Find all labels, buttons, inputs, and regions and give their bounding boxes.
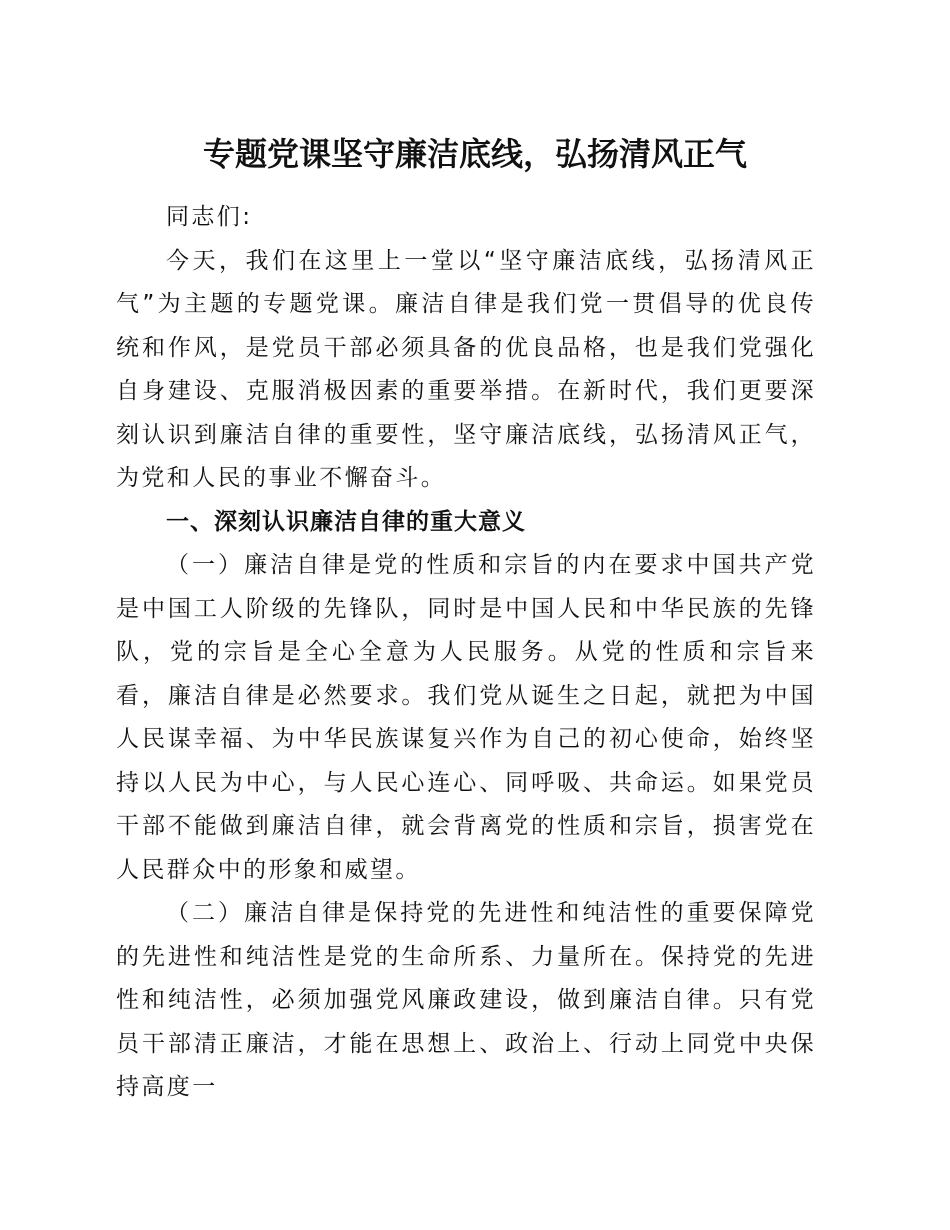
document-title: 专题党课坚守廉洁底线，弘扬清风正气 xyxy=(202,135,747,173)
point-one-paragraph: （一）廉洁自律是党的性质和宗旨的内在要求中国共产党是中国工人阶级的先锋队，同时是中国人民和中华民族的先锋队，党的宗旨是全心全意为人民服务。从党的性质和宗旨来看，廉洁自律是必然要求。我们党从诞生之日起，就把为中国人民谋幸福、为中华民族谋复兴作为自己的初心使命，始终坚持以人民为中心，与人民心连心、同呼吸、共命运。如果党员干部不能做到廉洁自律，就会背离党的性质和宗旨，损害党在人民群众中的形象和威望。 xyxy=(116,552,816,883)
point-two-paragraph: （二）廉洁自律是保持党的先进性和纯洁性的重要保障党的先进性和纯洁性是党的生命所系、力量所在。保持党的先进性和纯洁性，必须加强党风廉政建设，做到廉洁自律。只有党员干部清正廉洁，才能在思想上、政治上、行动上同党中央保持高度一 xyxy=(116,900,816,1100)
intro-paragraph: 今天，我们在这里上一堂以“坚守廉洁底线，弘扬清风正气”为主题的专题党课。廉洁自律是我们党一贯倡导的优良传统和作风，是党员干部必须具备的优良品格，也是我们党强化自身建设、克服消极因素的重要举措。在新时代，我们更要深刻认识到廉洁自律的重要性，坚守廉洁底线，弘扬清风正气，为党和人民的事业不懈奋斗。 xyxy=(116,247,816,491)
document-body xyxy=(116,196,816,1110)
salutation: 同志们: xyxy=(166,204,253,230)
section-heading: 一、深刻认识廉洁自律的重大意义 xyxy=(166,508,526,535)
